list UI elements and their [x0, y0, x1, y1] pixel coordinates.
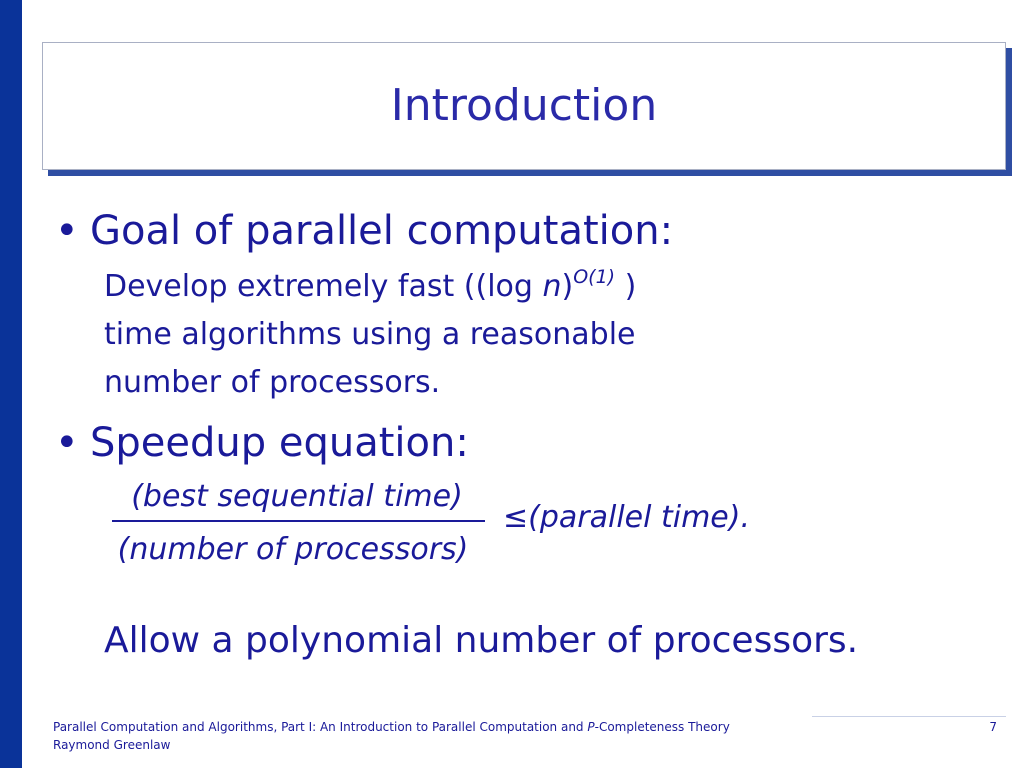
text-segment: ) — [561, 269, 574, 304]
bullet-item-goal — [55, 206, 673, 256]
text-segment: -Completeness Theory — [594, 720, 730, 734]
footer-course-title — [53, 719, 730, 735]
math-exponent: O(1) — [573, 266, 616, 288]
equation-numerator: (best sequential time) — [131, 479, 463, 514]
bullet-heading: Speedup equation: — [90, 420, 469, 466]
side-accent-bar — [0, 0, 22, 768]
text-segment: P — [587, 720, 595, 734]
page-number: 7 — [989, 720, 997, 734]
equation-right-side — [503, 496, 750, 540]
math-variable: n — [542, 269, 562, 304]
bullet-item-speedup — [55, 418, 469, 468]
bullet-icon: • — [55, 208, 79, 254]
footer-rule — [812, 716, 1006, 717]
title-box — [42, 42, 1006, 170]
bullet-detail-line: number of processors. — [104, 365, 441, 400]
bullet-icon: • — [55, 420, 79, 466]
polynomial-processors-note: Allow a polynomial number of processors. — [104, 620, 859, 661]
equation-denominator: (number of processors) — [117, 532, 469, 567]
slide-title: Introduction — [390, 80, 658, 131]
fraction-bar — [112, 520, 485, 522]
bullet-detail-line: time algorithms using a reasonable — [104, 317, 636, 352]
text-segment: Parallel Computation and Algorithms, Part I: An Introduction to Parallel Computation and — [53, 720, 588, 734]
bullet-heading: Goal of parallel computation: — [90, 208, 674, 254]
equation-rhs: (parallel time). — [528, 500, 751, 535]
bullet-detail-line — [104, 263, 636, 311]
text-segment: ) — [615, 269, 637, 304]
footer-author: Raymond Greenlaw — [53, 738, 171, 752]
less-equal-symbol: ≤ — [503, 500, 529, 535]
text-segment: Develop extremely fast ((log — [104, 269, 543, 304]
